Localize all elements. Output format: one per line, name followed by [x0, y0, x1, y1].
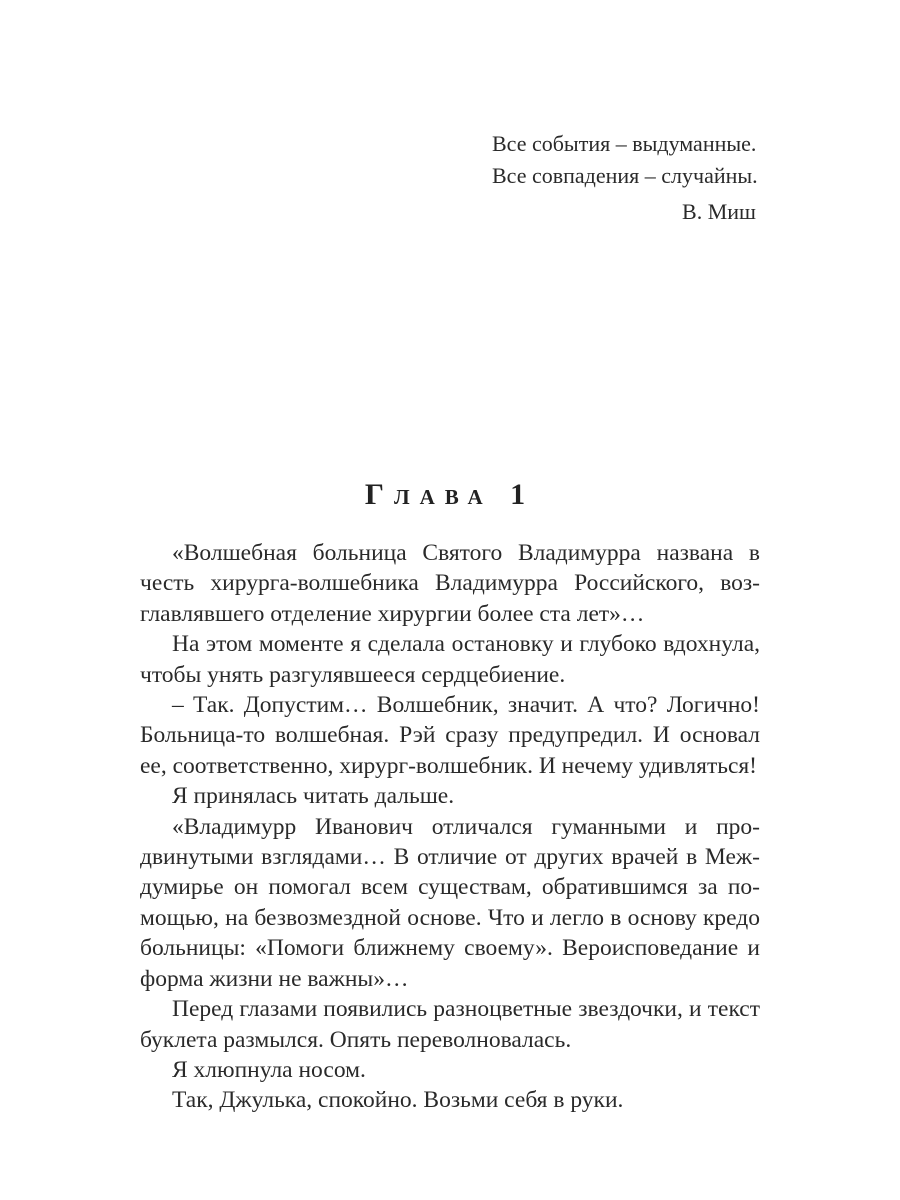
paragraph: – Так. Допустим… Волшебник, значит. А что? Логично! Больница-то волшебная. Рэй сразу предупредил. И основал ее, соответственно, хирург-волшебник. И нечему удивляться! [140, 692, 760, 779]
chapter-title: Глава 1 [364, 478, 536, 511]
paragraph: Я хлюпнула носом. [172, 1056, 366, 1083]
paragraph: Так, Джулька, спокойно. Возьми себя в руки. [172, 1087, 624, 1114]
epigraph-author: В. Миш [682, 199, 756, 224]
paragraph: На этом моменте я сделала остановку и глубоко вдохнула, чтобы унять разгулявшееся сердцебиение. [140, 631, 760, 688]
paragraph: «Волшебная больница Святого Владимурра названа в честь хирурга-волшебника Владимурра Российского, возглавлявшего отделение хирургии более ста лет»… [140, 540, 760, 627]
epigraph [430, 128, 760, 228]
epigraph-line: Все события – выдуманные. [492, 131, 757, 156]
paragraph: «Владимурр Иванович отличался гуманными и продвинутыми взглядами… В отличие от других врачей в Междумирье он помогал всем существам, обратившимся за помощью, на безвозмездной основе. Что и легло в основу кредо больницы: «Помоги ближнему своему». Вероисповедание и форма жизни не важны»… [140, 813, 760, 992]
chapter-body [140, 538, 760, 1116]
epigraph-line: Все совпадения – случайны. [492, 163, 758, 188]
paragraph: Перед глазами появились разноцветные звездочки, и текст буклета размылся. Опять переволновалась. [140, 996, 760, 1053]
paragraph: Я принялась читать дальше. [172, 783, 455, 810]
